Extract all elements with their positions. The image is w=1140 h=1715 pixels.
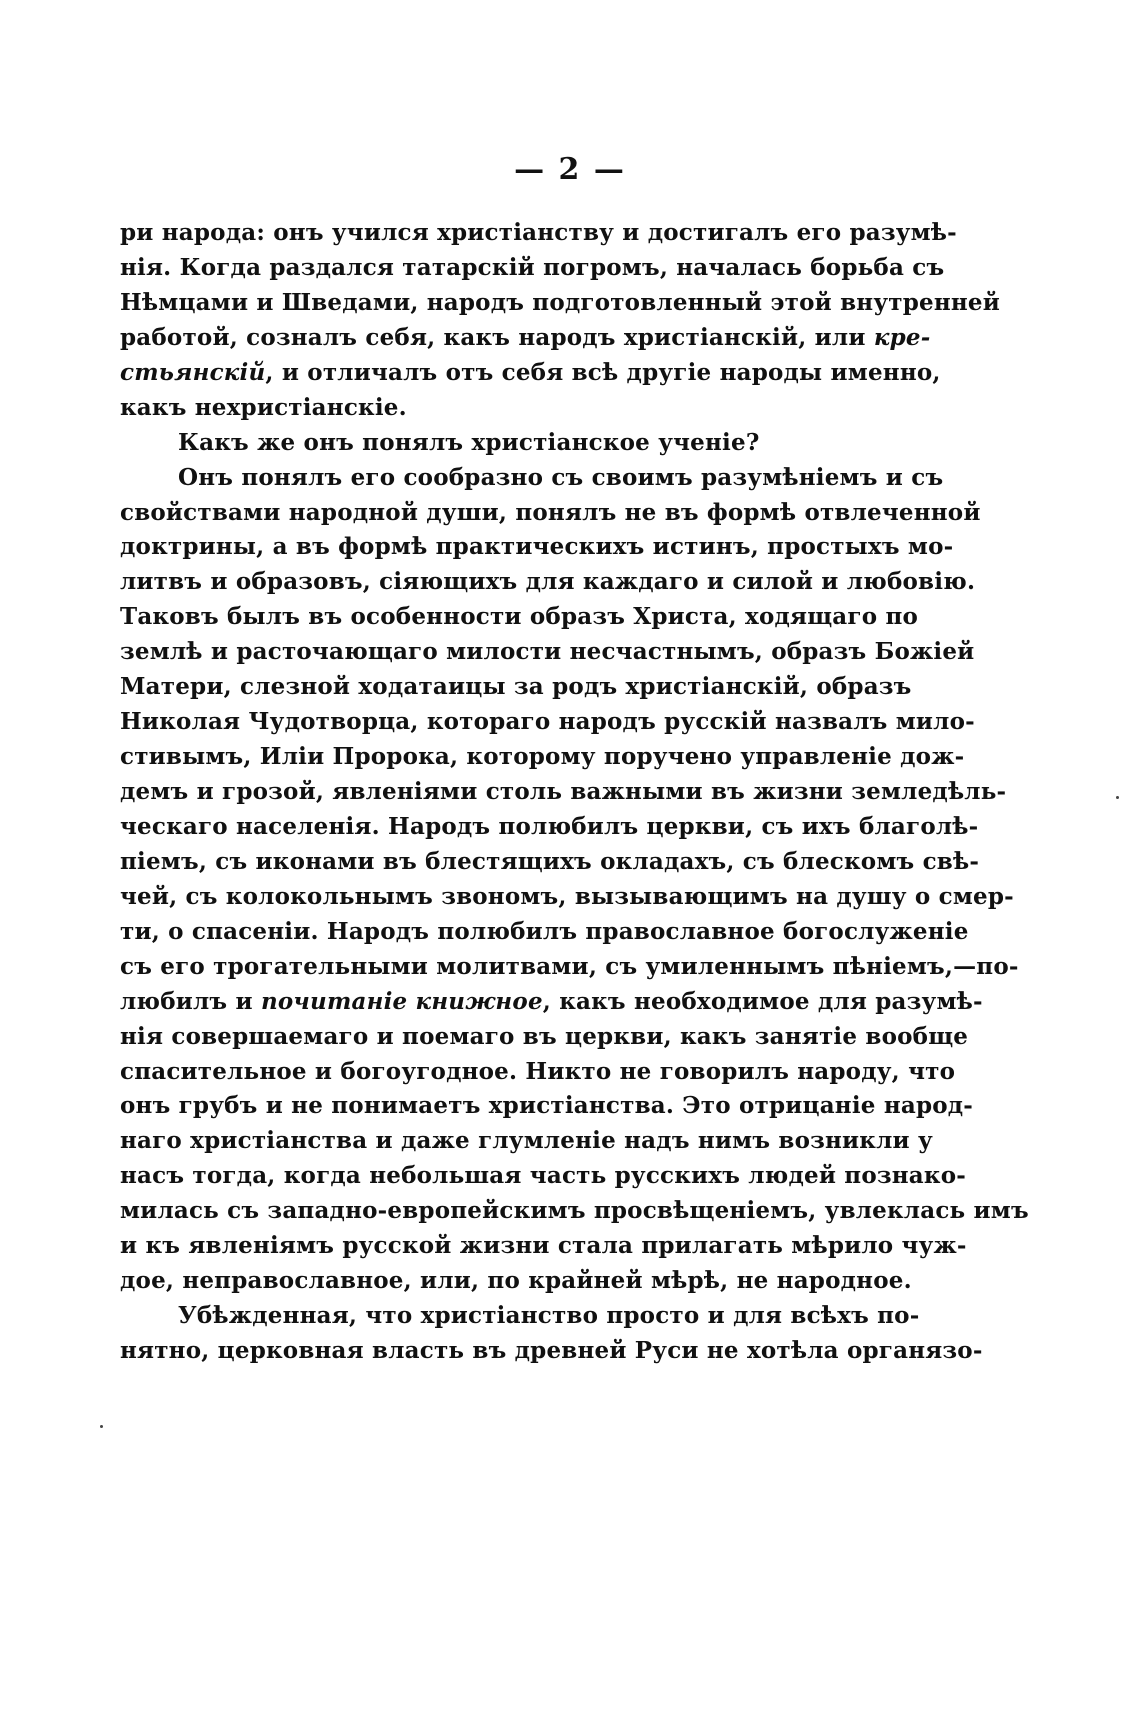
- line-text: піемъ, съ иконами въ блестящихъ окладахъ, съ блескомъ свѣ-: [120, 847, 980, 875]
- line-text: милась съ западно-европейскимъ просвѣщеніемъ, увлеклась имъ: [120, 1197, 1029, 1225]
- text-line: [120, 600, 919, 635]
- line-text: Таковъ былъ въ особенности образъ Христа, ходящаго по: [120, 603, 919, 631]
- body-text: [120, 216, 1029, 1369]
- line-text: , и отличалъ отъ себя всѣ другіе народы именно,: [265, 358, 941, 386]
- text-line: [120, 915, 969, 950]
- text-line: [120, 845, 980, 880]
- line-text: литвъ и образовъ, сіяющихъ для каждаго и силой и любовію.: [120, 568, 976, 596]
- line-text: доктрины, а въ формѣ практическихъ истинъ, простыхъ мо-: [120, 533, 954, 561]
- line-text: Какъ же онъ понялъ христіанское ученіе?: [178, 428, 760, 456]
- text-line: [120, 985, 983, 1020]
- line-text: Николая Чудотворца, котораго народъ русскій назвалъ мило-: [120, 708, 975, 736]
- line-text: ти, о спасеніи. Народъ полюбилъ православное богослуженіе: [120, 917, 969, 945]
- line-text: онъ грубъ и не понимаетъ христіанства. Это отрицаніе народ-: [120, 1092, 974, 1120]
- text-line: [120, 1229, 967, 1264]
- text-line: [120, 635, 975, 670]
- line-text: Убѣжденная, что христіанство просто и для всѣхъ по-: [178, 1302, 920, 1330]
- text-line: [120, 670, 912, 705]
- line-text: Онъ понялъ его сообразно съ своимъ разумѣніемъ и съ: [178, 463, 944, 491]
- line-text: стивымъ, Иліи Пророка, которому поручено управленіе дож-: [120, 743, 965, 771]
- line-text: демъ и грозой, явленіями столь важными въ жизни земледѣль-: [120, 778, 1007, 805]
- text-line: [120, 1124, 933, 1159]
- text-line: [120, 530, 954, 565]
- text-line: [120, 1299, 920, 1334]
- line-text: работой, созналъ себя, какъ народъ христіанскій, или: [120, 323, 874, 351]
- line-text: нятно, церковная власть въ древней Руси не хотѣла органязо-: [120, 1337, 983, 1364]
- line-text: землѣ и расточающаго милости несчастнымъ, образъ Божіей: [120, 638, 975, 666]
- text-line: [120, 775, 1007, 810]
- emphasis-text: стьянскій: [120, 358, 266, 386]
- line-text: дое, неправославное, или, по крайней мѣрѣ, не народное.: [120, 1267, 912, 1295]
- line-text: ческаго населенія. Народъ полюбилъ церкви, съ ихъ благолѣ-: [120, 812, 979, 840]
- line-text: любилъ и: [120, 987, 261, 1015]
- text-line: [120, 950, 1019, 985]
- line-text: свойствами народной души, понялъ не въ формѣ отвлеченной: [120, 498, 981, 526]
- line-text: Нѣмцами и Шведами, народъ подготовленный этой внутренней: [120, 288, 1000, 316]
- emphasis-text: почитаніе книжное: [260, 987, 543, 1015]
- text-line: [120, 810, 979, 845]
- scan-speck: [1116, 796, 1119, 799]
- text-line: [120, 1264, 912, 1299]
- line-text: нія. Когда раздался татарскій погромъ, началась борьба съ: [120, 253, 945, 281]
- text-line: [120, 740, 965, 775]
- text-line: [120, 461, 944, 496]
- line-text: , какъ необходимое для разумѣ-: [542, 987, 983, 1015]
- line-text: нія совершаемаго и поемаго въ церкви, какъ занятіе вообще: [120, 1022, 969, 1050]
- text-line: [120, 1055, 956, 1090]
- line-text: насъ тогда, когда небольшая часть русскихъ людей познако-: [120, 1162, 966, 1190]
- text-line: [120, 391, 902, 426]
- line-text: съ его трогательными молитвами, съ умиленнымъ пѣніемъ,—по-: [120, 952, 1019, 980]
- text-line: [120, 426, 902, 461]
- text-line: [120, 1194, 1029, 1229]
- text-line: [120, 880, 1014, 915]
- text-line: [120, 565, 976, 600]
- text-line: [120, 705, 975, 740]
- line-text: чей, съ колокольнымъ звономъ, вызывающимъ на душу о смер-: [120, 882, 1014, 910]
- text-line: [120, 251, 945, 286]
- emphasis-text: кре-: [873, 323, 931, 351]
- text-line: [120, 1089, 974, 1124]
- text-line: [120, 496, 981, 531]
- page-number: — 2 —: [514, 152, 626, 187]
- line-text: спасительное и богоугодное. Никто не говорилъ народу, что: [120, 1057, 956, 1085]
- scan-speck: [100, 1425, 103, 1428]
- text-line: [120, 321, 931, 356]
- text-line: [120, 1159, 966, 1194]
- text-line: [120, 1334, 983, 1369]
- text-line: [120, 216, 957, 251]
- text-line: [120, 356, 941, 391]
- line-text: и къ явленіямъ русской жизни стала прилагать мѣрило чуж-: [120, 1232, 967, 1260]
- text-line: [120, 1020, 969, 1055]
- line-text: какъ нехристіанскіе.: [120, 393, 407, 421]
- line-text: ри народа: онъ учился христіанству и достигалъ его разумѣ-: [120, 219, 957, 246]
- text-line: [120, 286, 1000, 321]
- line-text: наго христіанства и даже глумленіе надъ нимъ возникли у: [120, 1127, 933, 1155]
- line-text: Матери, слезной ходатаицы за родъ христіанскій, образъ: [120, 673, 912, 701]
